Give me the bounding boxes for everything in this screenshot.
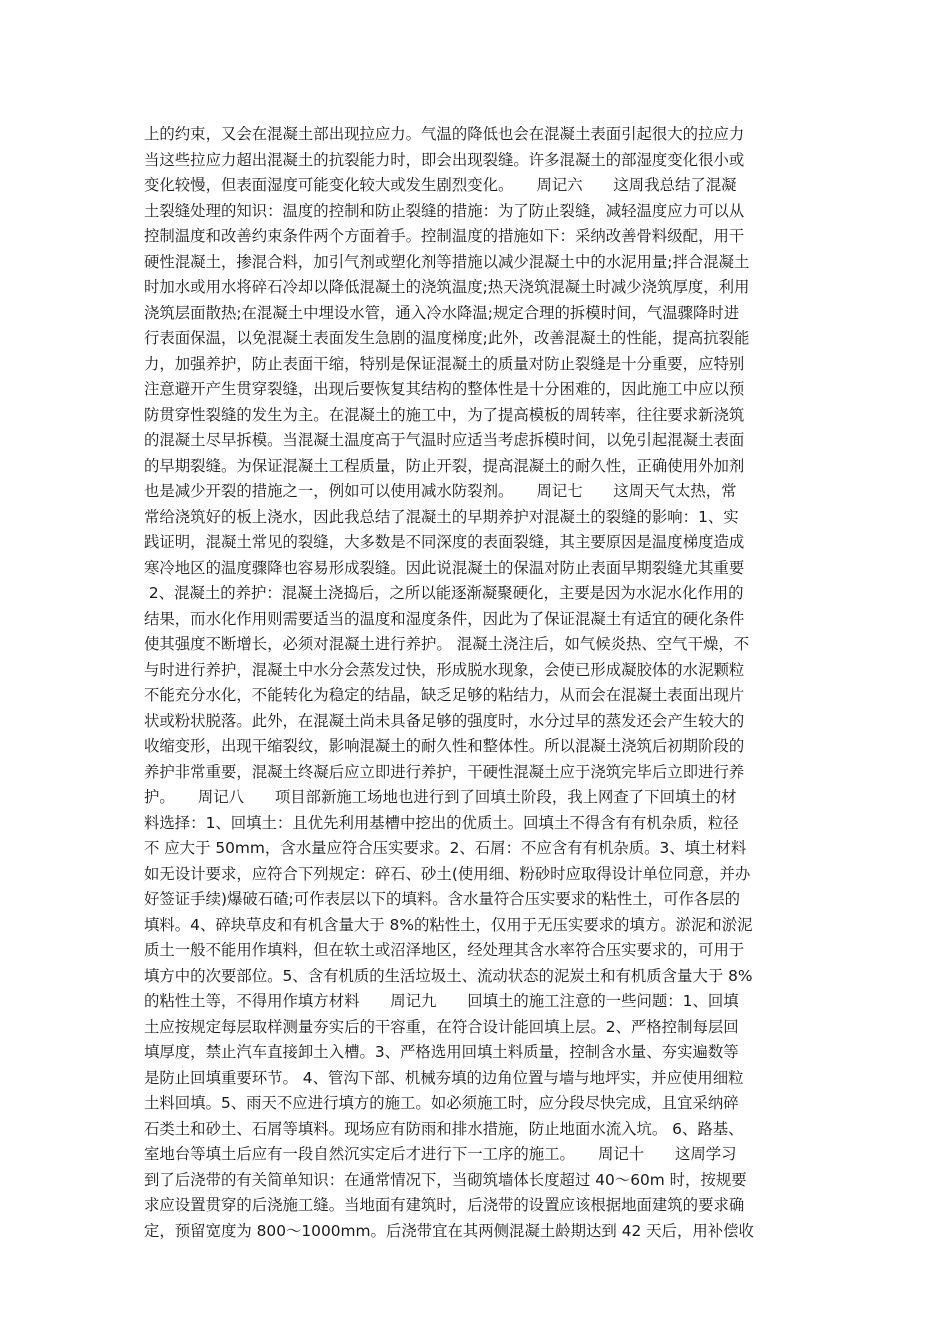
- text-line: 控制温度和改善约束条件两个方面着手。控制温度的措施如下：采纳改善骨料级配，用干: [144, 227, 745, 245]
- text-line: 护。 周记八 项目部新施工场地也进行到了回填土阶段，我上网查了下回填土的材: [144, 788, 737, 806]
- text-line: 也是减少开裂的措施之一，例如可以使用减水防裂剂。 周记七 这周天气太热，常: [144, 482, 737, 500]
- text-line: 防贯穿性裂缝的发生为主。在混凝土的施工中，为了提高模板的周转率，往往要求新浇筑: [144, 405, 745, 424]
- text-line: 当这些拉应力超出混凝土的抗裂能力时，即会出现裂缝。许多混凝土的部湿度变化很小或: [144, 150, 745, 169]
- text-line: 如无设计要求，应符合下列规定：碎石、砂土(使用细、粉砂时应取得设计单位同意，并办: [144, 864, 751, 883]
- text-line: 上的约束，又会在混凝土部出现拉应力。气温的降低也会在混凝土表面引起很大的拉应力: [144, 125, 745, 143]
- text-line: 力，加强养护，防止表面干缩，特别是保证混凝土的质量对防止裂缝是十分重要，应特别: [144, 354, 745, 373]
- text-line: 石类土和砂土、石屑等填料。现场应有防雨和排水措施，防止地面水流入坑。 6、路基、: [144, 1119, 744, 1138]
- text-line: 到了后浇带的有关简单知识：在通常情况下，当砌筑墙体长度超过 40～60m 时，按规要: [144, 1170, 747, 1189]
- text-line: 使其强度不断增长，必须对混凝土进行养护。 混凝土浇注后，如气候炎热、空气干燥，不: [144, 635, 750, 653]
- text-line: 料选择：1、回填土：且优先利用基槽中挖出的优质土。回填土不得含有有机杂质，粒径: [144, 813, 739, 832]
- text-line: 收缩变形，出现干缩裂纹，影响混凝土的耐久性和整体性。所以混凝土浇筑后初期阶段的: [144, 737, 745, 755]
- text-line: 的混凝土尽早拆模。当混凝土温度高于气温时应适当考虑拆模时间，以免引起混凝土表面: [144, 431, 745, 449]
- text-line: 与时进行养护，混凝土中水分会蒸发过快，形成脱水现象，会使已形成凝胶体的水泥颗粒: [144, 660, 745, 679]
- text-line: 不能充分水化，不能转化为稳定的结晶，缺乏足够的粘结力，从而会在混凝土表面出现片: [144, 686, 745, 704]
- text-line: 寒冷地区的温度骤降也容易形成裂缝。因此说混凝土的保温对防止表面早期裂缝尤其重要: [144, 558, 745, 577]
- text-line: 状或粉状脱落。此外，在混凝土尚未具备足够的强度时，水分过早的蒸发还会产生较大的: [144, 711, 745, 730]
- text-line: 质土一般不能用作填料，但在软土或沼泽地区，经处理其含水率符合压实要求的，可用于: [144, 941, 745, 959]
- text-line: 行表面保温，以免混凝土表面发生急剧的温度梯度;此外，改善混凝土的性能，提高抗裂能: [144, 329, 750, 347]
- text-line: 不 应大于 50mm，含水量应符合压实要求。2、石屑：不应含有有机杂质。3、填土材料: [144, 839, 747, 857]
- text-line: 的粘性土等，不得用作填方材料 周记九 回填土的施工注意的一些问题：1、回填: [144, 992, 739, 1010]
- text-line: 浇筑层面散热;在混凝土中埋设水管，通入冷水降温;规定合理的拆模时间，气温骤降时进: [144, 303, 740, 322]
- text-line: 定，预留宽度为 800～1000mm。后浇带宜在其两侧混凝土龄期达到 42 天后，用补偿收: [144, 1221, 754, 1240]
- text-line: 注意避开产生贯穿裂缝，出现后要恢复其结构的整体性是十分困难的，因此施工中应以预: [144, 380, 745, 398]
- text-line: 填方中的次要部位。5、含有机质的生活垃圾土、流动状态的泥炭土和有机质含量大于 8%: [144, 966, 753, 985]
- text-line: 填厚度，禁止汽车直接卸土入槽。3、严格选用回填土料质量，控制含水量、夯实遍数等: [144, 1043, 739, 1061]
- text-line: 变化较慢，但表面湿度可能变化较大或发生剧烈变化。 周记六 这周我总结了混凝: [144, 176, 737, 194]
- text-line: 养护非常重要，混凝土终凝后应立即进行养护，干硬性混凝土应于浇筑完毕后立即进行养: [144, 762, 745, 781]
- text-line: 时加水或用水将碎石冷却以降低混凝土的浇筑温度;热天浇筑混凝土时减少浇筑厚度，利用: [144, 278, 750, 296]
- body-text: [144, 122, 810, 1244]
- text-line: 求应设置贯穿的后浇施工缝。当地面有建筑时，后浇带的设置应该根据地面建筑的要求确: [144, 1196, 745, 1214]
- text-line: 室地台等填土后应有一段自然沉实定后才进行下一工序的施工。 周记十 这周学习: [144, 1145, 737, 1163]
- text-line: 2、混凝土的养护：混凝土浇捣后，之所以能逐渐凝聚硬化，主要是因为水泥水化作用的: [144, 584, 744, 602]
- text-line: 土裂缝处理的知识：温度的控制和防止裂缝的措施：为了防止裂缝，减轻温度应力可以从: [144, 201, 745, 220]
- text-line: 的早期裂缝。为保证混凝土工程质量，防止开裂，提高混凝土的耐久性，正确使用外加剂: [144, 456, 745, 475]
- text-line: 好签证手续)爆破石碴;可作表层以下的填料。含水量符合压实要求的粘性土，可作各层的: [144, 890, 741, 908]
- text-line: 填料。4、碎块草皮和有机含量大于 8%的粘性土，仅用于无压实要求的填方。淤泥和淤泥: [144, 915, 753, 934]
- text-line: 土应按规定每层取样测量夯实后的干容重，在符合设计能回填上层。2、严格控制每层回: [144, 1017, 739, 1036]
- text-line: 结果，而水化作用则需要适当的温度和湿度条件，因此为了保证混凝土有适宜的硬化条件: [144, 609, 745, 628]
- text-line: 践证明，混凝土常见的裂缝，大多数是不同深度的表面裂缝，其主要原因是温度梯度造成: [144, 533, 745, 551]
- text-line: 常给浇筑好的板上浇水，因此我总结了混凝土的早期养护对混凝土的裂缝的影响：1、实: [144, 507, 739, 526]
- text-line: 土料回填。5、雨天不应进行填方的施工。如必须施工时，应分段尽快完成，且宜采纳碎: [144, 1094, 739, 1112]
- text-line: 是防止回填重要环节。 4、管沟下部、机械夯填的边角位置与墙与地坪实，并应使用细粒: [144, 1068, 744, 1087]
- text-line: 硬性混凝土，掺混合料，加引气剂或塑化剂等措施以减少混凝土中的水泥用量;拌合混凝土: [144, 252, 750, 271]
